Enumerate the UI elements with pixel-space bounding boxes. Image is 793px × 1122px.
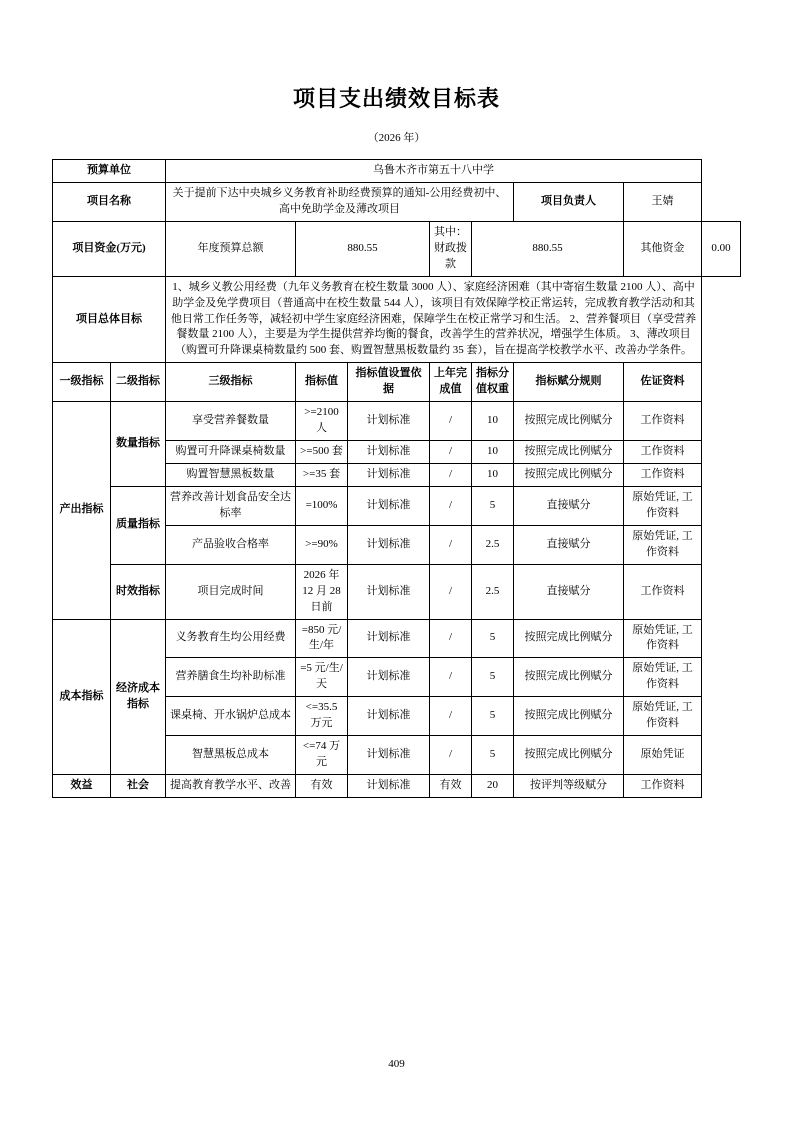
performance-target-table	[52, 159, 741, 798]
table-row-project-funds	[53, 221, 741, 276]
col-header-rule: 指标赋分规则	[514, 363, 624, 402]
col-header-evidence: 佐证资料	[624, 363, 702, 402]
indicator-value: =850 元/生/年	[296, 619, 348, 658]
indicator-weight: 10	[472, 402, 514, 441]
indicator-evidence: 工作资料	[624, 464, 702, 487]
indicator-weight: 5	[472, 658, 514, 697]
table-row-project-name	[53, 182, 741, 221]
page-subtitle: （2026 年）	[367, 132, 426, 144]
indicator-rule: 按评判等级赋分	[514, 775, 624, 798]
indicator-evidence: 原始凭证, 工作资料	[624, 619, 702, 658]
indicator-last-year: /	[430, 402, 472, 441]
indicator-value: <=74 万元	[296, 736, 348, 775]
indicator-weight: 2.5	[472, 564, 514, 619]
col-header-l1: 一级指标	[53, 363, 111, 402]
annual-budget-value: 880.55	[296, 221, 430, 276]
indicator-rule: 按照完成比例赋分	[514, 464, 624, 487]
indicator-last-year: /	[430, 486, 472, 525]
project-name-label: 项目名称	[53, 182, 166, 221]
other-funds-label: 其他资金	[624, 221, 702, 276]
indicator-last-year: /	[430, 441, 472, 464]
indicator-level3: 智慧黑板总成本	[166, 736, 296, 775]
indicator-rule: 按照完成比例赋分	[514, 402, 624, 441]
page-title: 项目支出绩效目标表	[292, 86, 500, 111]
indicator-last-year: 有效	[430, 775, 472, 798]
indicator-basis: 计划标准	[348, 441, 430, 464]
indicator-weight: 5	[472, 736, 514, 775]
indicator-basis: 计划标准	[348, 486, 430, 525]
col-header-l3: 三级指标	[166, 363, 296, 402]
indicator-evidence: 工作资料	[624, 775, 702, 798]
indicator-level3: 营养膳食生均补助标准	[166, 658, 296, 697]
overall-goal-label: 项目总体目标	[53, 276, 166, 363]
indicator-last-year: /	[430, 736, 472, 775]
table-row	[53, 619, 741, 658]
indicator-basis: 计划标准	[348, 697, 430, 736]
indicator-weight: 5	[472, 697, 514, 736]
indicator-basis: 计划标准	[348, 525, 430, 564]
indicator-rule: 直接赋分	[514, 564, 624, 619]
indicator-basis: 计划标准	[348, 619, 430, 658]
indicator-basis: 计划标准	[348, 564, 430, 619]
project-name-value: 关于提前下达中央城乡义务教育补助经费预算的通知-公用经费初中、高中免助学金及薄改项目	[166, 182, 514, 221]
indicator-level2: 社会	[111, 775, 166, 798]
indicator-basis: 计划标准	[348, 464, 430, 487]
col-header-weight: 指标分值权重	[472, 363, 514, 402]
indicator-level1: 成本指标	[53, 619, 111, 775]
overall-goal-value: 1、城乡义教公用经费（九年义务教育在校生数量 3000 人）、家庭经济困难（其中寄宿生数量 2100 人）、高中助学金及免学费项目（普通高中在校生数量 544 人），该项目有效保障学校正常运转，完成教育教学活动和其他日常工作任务等，减轻初中学生家庭经济困难，保障学生在校正常学习和生活。 2、营养餐项目（享受营养餐数量 2100 人），主要是为学生提供营养均衡的餐食，改善学生的营养状况，增强学生体质。 3、薄改项目（购置可升降课桌椅数量约 500 套、购置智慧黑板数量约 35 套），旨在提高学校教学水平、改善办学条件。	[166, 276, 702, 363]
indicator-level3: 购置可升降课桌椅数量	[166, 441, 296, 464]
annual-budget-label: 年度预算总额	[166, 221, 296, 276]
indicator-last-year: /	[430, 525, 472, 564]
indicator-last-year: /	[430, 658, 472, 697]
budget-unit-value: 乌鲁木齐市第五十八中学	[166, 160, 702, 183]
fiscal-appropriation-label: 其中：财政拨款	[430, 221, 472, 276]
indicator-level2: 数量指标	[111, 402, 166, 487]
indicator-level3: 课桌椅、开水锅炉总成本	[166, 697, 296, 736]
col-header-basis: 指标值设置依据	[348, 363, 430, 402]
indicator-weight: 5	[472, 619, 514, 658]
indicator-level3: 购置智慧黑板数量	[166, 464, 296, 487]
indicator-weight: 10	[472, 464, 514, 487]
indicator-level3: 提高教育教学水平、改善	[166, 775, 296, 798]
table-row	[53, 564, 741, 619]
indicator-level1: 效益	[53, 775, 111, 798]
indicator-value: =5 元/生/天	[296, 658, 348, 697]
col-header-lastyear: 上年完成值	[430, 363, 472, 402]
project-manager-label: 项目负责人	[514, 182, 624, 221]
indicator-value: =100%	[296, 486, 348, 525]
indicator-rule: 按照完成比例赋分	[514, 658, 624, 697]
page-number: 409	[388, 1058, 405, 1070]
project-funds-label: 项目资金(万元)	[53, 221, 166, 276]
indicator-last-year: /	[430, 697, 472, 736]
indicator-level1: 产出指标	[53, 402, 111, 619]
table-row-budget-unit	[53, 160, 741, 183]
fiscal-appropriation-value: 880.55	[472, 221, 624, 276]
col-header-l2: 二级指标	[111, 363, 166, 402]
indicator-level3: 项目完成时间	[166, 564, 296, 619]
table-row	[53, 486, 741, 525]
indicator-rule: 直接赋分	[514, 525, 624, 564]
indicator-evidence: 工作资料	[624, 402, 702, 441]
indicator-evidence: 工作资料	[624, 441, 702, 464]
project-manager-value: 王婧	[624, 182, 702, 221]
indicator-level2: 时效指标	[111, 564, 166, 619]
indicator-value: >=90%	[296, 525, 348, 564]
indicator-evidence: 原始凭证, 工作资料	[624, 697, 702, 736]
indicator-rule: 按照完成比例赋分	[514, 736, 624, 775]
indicator-rule: 按照完成比例赋分	[514, 619, 624, 658]
indicator-last-year: /	[430, 619, 472, 658]
indicator-evidence: 原始凭证, 工作资料	[624, 658, 702, 697]
indicator-basis: 计划标准	[348, 775, 430, 798]
indicator-level3: 营养改善计划食品安全达标率	[166, 486, 296, 525]
indicator-level3: 享受营养餐数量	[166, 402, 296, 441]
indicator-weight: 20	[472, 775, 514, 798]
indicator-last-year: /	[430, 564, 472, 619]
indicator-evidence: 原始凭证, 工作资料	[624, 525, 702, 564]
indicator-value: >=500 套	[296, 441, 348, 464]
indicator-level3: 义务教育生均公用经费	[166, 619, 296, 658]
indicator-weight: 5	[472, 486, 514, 525]
indicator-value: 有效	[296, 775, 348, 798]
table-row	[53, 402, 741, 441]
indicator-value: >=2100 人	[296, 402, 348, 441]
indicator-evidence: 工作资料	[624, 564, 702, 619]
table-row	[53, 775, 741, 798]
indicator-level2: 质量指标	[111, 486, 166, 564]
other-funds-value: 0.00	[702, 221, 741, 276]
indicator-rule: 按照完成比例赋分	[514, 697, 624, 736]
indicator-rule: 直接赋分	[514, 486, 624, 525]
indicator-value: 2026 年 12 月 28 日前	[296, 564, 348, 619]
indicator-level3: 产品验收合格率	[166, 525, 296, 564]
indicator-last-year: /	[430, 464, 472, 487]
indicator-value: >=35 套	[296, 464, 348, 487]
indicator-value: <=35.5 万元	[296, 697, 348, 736]
indicator-rule: 按照完成比例赋分	[514, 441, 624, 464]
budget-unit-label: 预算单位	[53, 160, 166, 183]
table-header-row	[53, 363, 741, 402]
indicator-weight: 10	[472, 441, 514, 464]
table-row-overall-goal	[53, 276, 741, 363]
indicator-level2: 经济成本指标	[111, 619, 166, 775]
indicator-basis: 计划标准	[348, 402, 430, 441]
indicator-evidence: 原始凭证, 工作资料	[624, 486, 702, 525]
col-header-value: 指标值	[296, 363, 348, 402]
indicator-weight: 2.5	[472, 525, 514, 564]
indicator-basis: 计划标准	[348, 658, 430, 697]
indicator-evidence: 原始凭证	[624, 736, 702, 775]
indicator-basis: 计划标准	[348, 736, 430, 775]
